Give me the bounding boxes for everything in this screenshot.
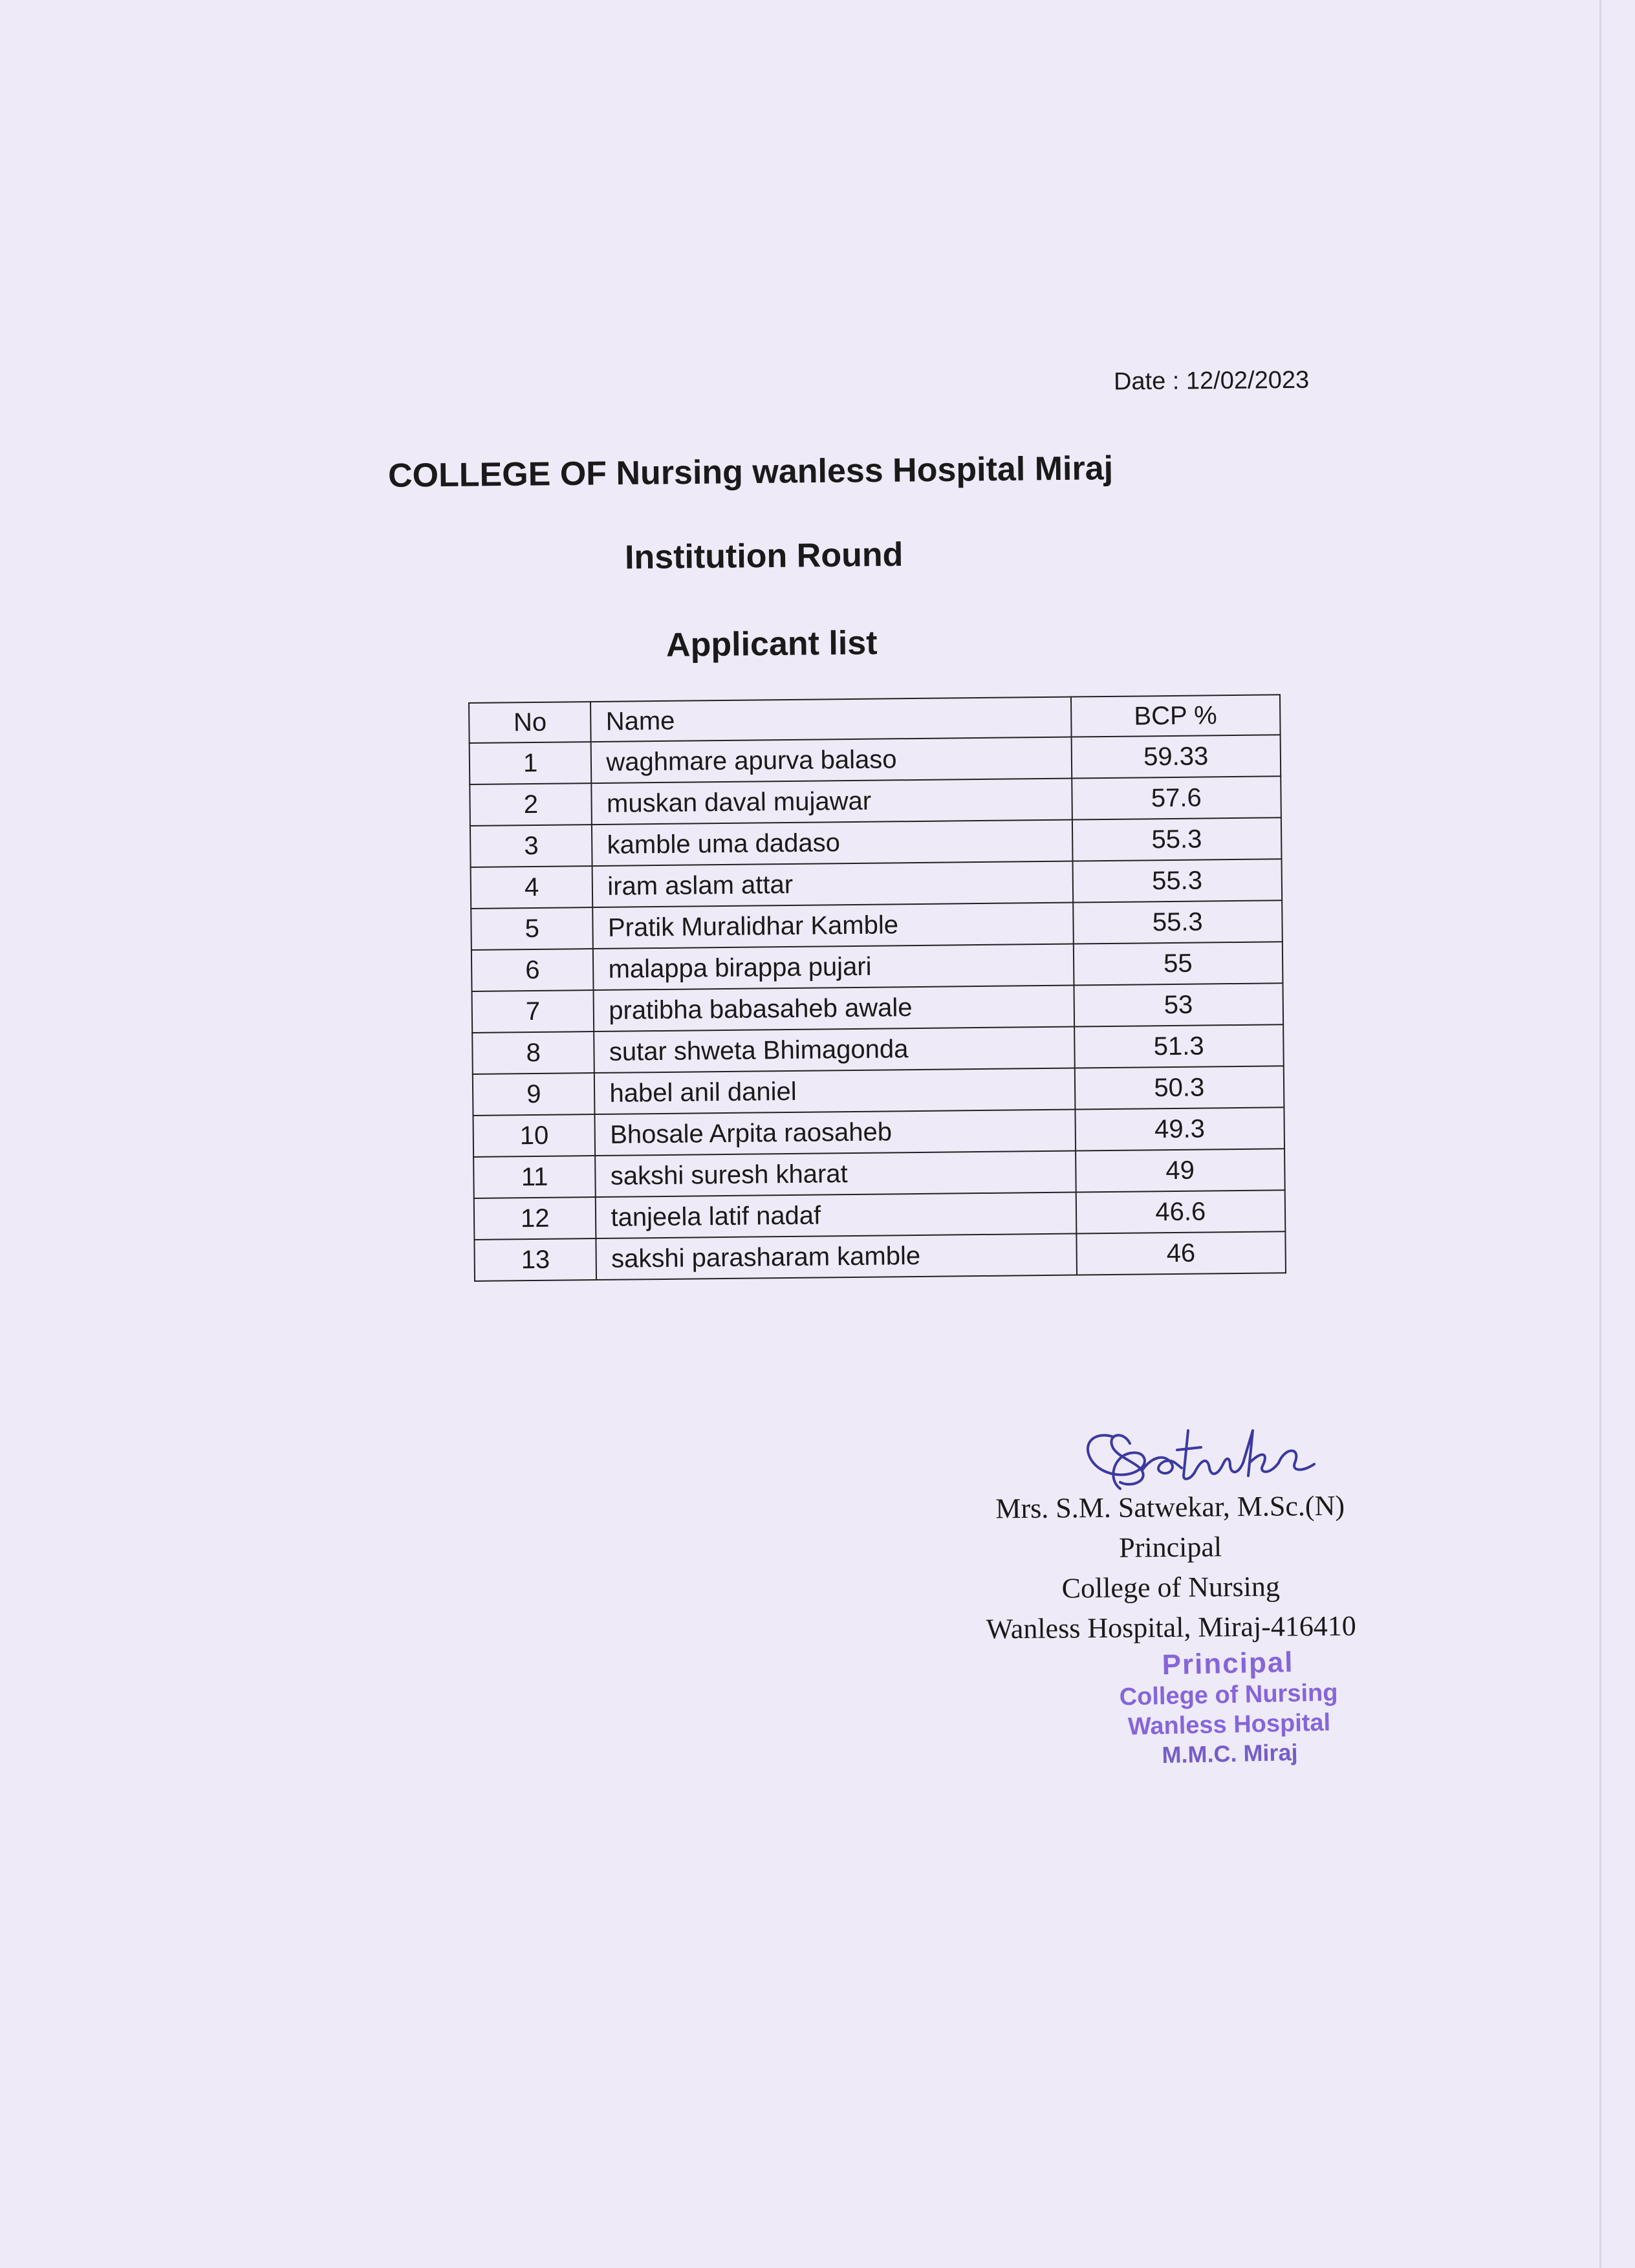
- cell-no: 6: [471, 949, 594, 991]
- cell-no: 8: [472, 1031, 594, 1074]
- cell-bcp: 55.3: [1072, 817, 1281, 861]
- header-name: Name: [590, 697, 1071, 742]
- cell-bcp: 55.3: [1072, 859, 1282, 902]
- stamp-title: Principal: [1162, 1646, 1294, 1681]
- applicant-rows: [470, 735, 1286, 1281]
- signatory-block: [944, 1485, 1398, 1650]
- document-date: Date : 12/02/2023: [1113, 366, 1310, 396]
- cell-name: sakshi parasharam kamble: [596, 1234, 1077, 1280]
- cell-name: malappa birappa pujari: [593, 944, 1074, 991]
- cell-bcp: 50.3: [1074, 1066, 1284, 1109]
- handwritten-signature: [1068, 1418, 1340, 1495]
- cell-bcp: 59.33: [1071, 735, 1281, 778]
- stamp-line-3: M.M.C. Miraj: [1162, 1738, 1298, 1769]
- cell-no: 3: [470, 825, 592, 867]
- cell-name: kamble uma dadaso: [592, 820, 1072, 867]
- signatory-address: Wanless Hospital, Miraj-416410: [986, 1610, 1357, 1645]
- cell-name: sutar shweta Bhimagonda: [594, 1027, 1075, 1074]
- cell-bcp: 49.3: [1075, 1107, 1284, 1150]
- cell-bcp: 51.3: [1074, 1024, 1284, 1068]
- cell-name: Bhosale Arpita raosaheb: [595, 1110, 1076, 1156]
- college-title: COLLEGE OF Nursing wanless Hospital Miraj: [387, 449, 1114, 495]
- official-stamp: [1092, 1645, 1366, 1771]
- cell-name: habel anil daniel: [594, 1068, 1075, 1115]
- cell-name: pratibha babasaheb awale: [594, 986, 1074, 1032]
- cell-bcp: 55: [1073, 942, 1283, 985]
- cell-no: 10: [473, 1114, 595, 1157]
- cell-no: 11: [473, 1156, 596, 1198]
- signatory-name: Mrs. S.M. Satwekar, M.Sc.(N): [995, 1489, 1345, 1525]
- stamp-line-1: College of Nursing: [1119, 1679, 1338, 1711]
- table-row: [474, 1231, 1286, 1281]
- cell-no: 4: [471, 866, 593, 909]
- cell-no: 2: [470, 783, 592, 826]
- cell-bcp: 46: [1076, 1231, 1286, 1275]
- cell-no: 13: [474, 1238, 596, 1281]
- header-no: No: [469, 702, 591, 743]
- cell-no: 7: [472, 990, 594, 1033]
- cell-bcp: 53: [1074, 983, 1283, 1026]
- cell-name: iram aslam attar: [592, 861, 1073, 908]
- cell-name: muskan daval mujawar: [592, 779, 1072, 825]
- applicant-table: [468, 694, 1286, 1282]
- round-title: Institution Round: [624, 535, 904, 577]
- cell-no: 9: [473, 1073, 595, 1116]
- cell-name: Pratik Muralidhar Kamble: [593, 903, 1074, 949]
- stamp-line-2: Wanless Hospital: [1127, 1709, 1331, 1741]
- signatory-institution: College of Nursing: [1061, 1570, 1281, 1604]
- paper-edge: [1599, 0, 1601, 2268]
- header-bcp: BCP %: [1070, 695, 1280, 737]
- cell-bcp: 46.6: [1076, 1190, 1285, 1233]
- cell-name: sakshi suresh kharat: [596, 1151, 1076, 1198]
- cell-no: 1: [470, 742, 592, 784]
- cell-name: tanjeela latif nadaf: [596, 1193, 1076, 1239]
- cell-bcp: 55.3: [1073, 900, 1283, 944]
- cell-bcp: 49: [1076, 1149, 1285, 1192]
- signatory-designation: Principal: [1119, 1531, 1222, 1564]
- cell-no: 12: [474, 1197, 596, 1240]
- cell-bcp: 57.6: [1072, 776, 1281, 819]
- cell-name: waghmare apurva balaso: [591, 737, 1072, 784]
- cell-no: 5: [471, 907, 593, 950]
- list-title: Applicant list: [666, 624, 878, 664]
